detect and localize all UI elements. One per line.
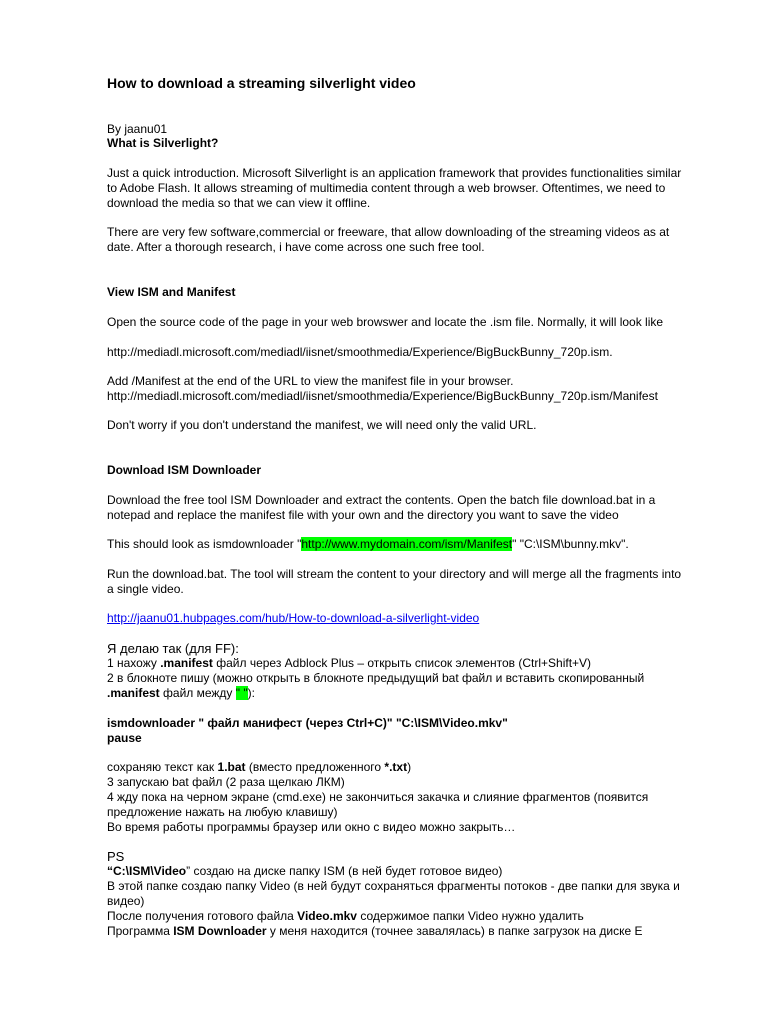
ru-save-line — [107, 760, 411, 775]
batch-command: ismdownloader " файл манифест (через Ctrl+C)" "C:\ISM\Video.mkv" — [107, 716, 508, 730]
ru-step-1-pre: 1 нахожу — [107, 656, 161, 670]
ps-line-5-bold: ISM Downloader — [173, 924, 267, 938]
heading-view-ism: View ISM and Manifest — [107, 285, 236, 299]
run-line-2: a single video. — [107, 582, 184, 596]
few-line-2: date. After a thorough research, i have come across one such free tool. — [107, 240, 485, 254]
ru-step-1-post: файл через Adblock Plus – открыть список элементов (Ctrl+Shift+V) — [212, 656, 592, 670]
ru-step-4: 4 жду пока на черном экране (cmd.exe) не закончиться закачка и слияние фрагментов (появится — [107, 790, 649, 804]
hubpages-link[interactable]: http://jaanu01.hubpages.com/hub/How-to-download-a-silverlight-video — [107, 611, 480, 625]
ru-intro: Я делаю так (для FF): — [107, 641, 239, 656]
run-line-1: Run the download.bat. The tool will stream the content to your directory and will merge all the fragments into — [107, 567, 682, 581]
batch-pause: pause — [107, 731, 142, 745]
ru-save-bat: 1.bat — [217, 760, 246, 774]
ps-line-4-pre: После получения готового файла — [107, 909, 298, 923]
url-ism: http://mediadl.microsoft.com/mediadl/iisnet/smoothmedia/Experience/BigBuckBunny_720p.ism. — [107, 345, 613, 359]
ru-step-2-bold: .manifest — [107, 686, 160, 700]
ps-label: PS — [107, 849, 125, 864]
should-look-pre: This should look as ismdownloader " — [107, 537, 302, 551]
ps-line-5-post: у меня находится (точнее завалялась) в папке загрузок на диске E — [266, 924, 643, 938]
add-manifest-text: Add /Manifest at the end of the URL to view the manifest file in your browser. — [107, 374, 514, 388]
intro-line-1: Just a quick introduction. Microsoft Silverlight is an application framework that provides functionalities similar — [107, 166, 682, 180]
ru-close-note: Во время работы программы браузер или окно с видео можно закрыть… — [107, 820, 516, 834]
ru-save-txt: *.txt — [384, 760, 408, 774]
ru-step-2-post: ): — [247, 686, 255, 700]
ru-step-1 — [107, 656, 591, 671]
intro-line-3: download the media so that we can view it offline. — [107, 196, 371, 210]
ru-step-2-mid: файл между — [159, 686, 236, 700]
heading-download-ism: Download ISM Downloader — [107, 463, 262, 477]
ps-line-1 — [107, 864, 502, 879]
few-line-1: There are very few software,commercial or freeware, that allow downloading of the streaming videos as at — [107, 225, 670, 239]
should-look-post: " "C:\ISM\bunny.mkv". — [512, 537, 629, 551]
highlighted-manifest-url: http://www.mydomain.com/ism/Manifest — [301, 537, 513, 551]
open-source-text: Open the source code of the page in your web browswer and locate the .ism file. Normally, it will look like — [107, 315, 664, 329]
ps-line-1-post: ” создаю на диске папку ISM (в ней будет готовое видео) — [186, 864, 503, 878]
download-line-1: Download the free tool ISM Downloader and extract the contents. Open the batch file download.bat in a — [107, 493, 656, 507]
byline: By jaanu01 — [107, 122, 168, 136]
ps-line-3: видео) — [107, 894, 145, 908]
download-line-2: notepad and replace the manifest file with your own and the directory you want to save the video — [107, 508, 619, 522]
ru-step-4-cont: предложение нажать на любую клавишу) — [107, 805, 338, 819]
ps-line-5 — [107, 924, 643, 939]
intro-line-2: to Adobe Flash. It allows streaming of multimedia content through a web browser. Oftentimes, we need to — [107, 181, 666, 195]
ps-line-4-bold: Video.mkv — [297, 909, 357, 923]
dont-worry-text: Don't worry if you don't understand the manifest, we will need only the valid URL. — [107, 418, 537, 432]
ps-line-5-pre: Программа — [107, 924, 174, 938]
ru-save-mid: (вместо предложенного — [245, 760, 385, 774]
ru-step-2-cont — [107, 686, 255, 701]
doc-title: How to download a streaming silverlight video — [107, 75, 416, 91]
url-manifest: http://mediadl.microsoft.com/mediadl/iisnet/smoothmedia/Experience/BigBuckBunny_720p.ism/Manifest — [107, 389, 658, 403]
highlighted-quotes: " " — [235, 686, 248, 700]
ru-step-1-bold: .manifest — [160, 656, 213, 670]
ps-line-4 — [107, 909, 584, 924]
ru-save-post: ) — [407, 760, 412, 774]
ru-save-pre: сохраняю текст как — [107, 760, 218, 774]
ps-line-4-post: содержимое папки Video нужно удалить — [356, 909, 584, 923]
heading-what-is-silverlight: What is Silverlight? — [107, 136, 219, 150]
ru-step-3: 3 запускаю bat файл (2 раза щелкаю ЛКМ) — [107, 775, 345, 789]
ps-line-2: В этой папке создаю папку Video (в ней будут сохраняться фрагменты потоков - две папки для звука и — [107, 879, 680, 893]
ps-line-1-bold: “C:\ISM\Video — [107, 864, 187, 878]
should-look-line — [107, 537, 629, 552]
ru-step-2: 2 в блокноте пишу (можно открыть в блокноте предыдущий bat файл и вставить скопированный — [107, 671, 645, 685]
